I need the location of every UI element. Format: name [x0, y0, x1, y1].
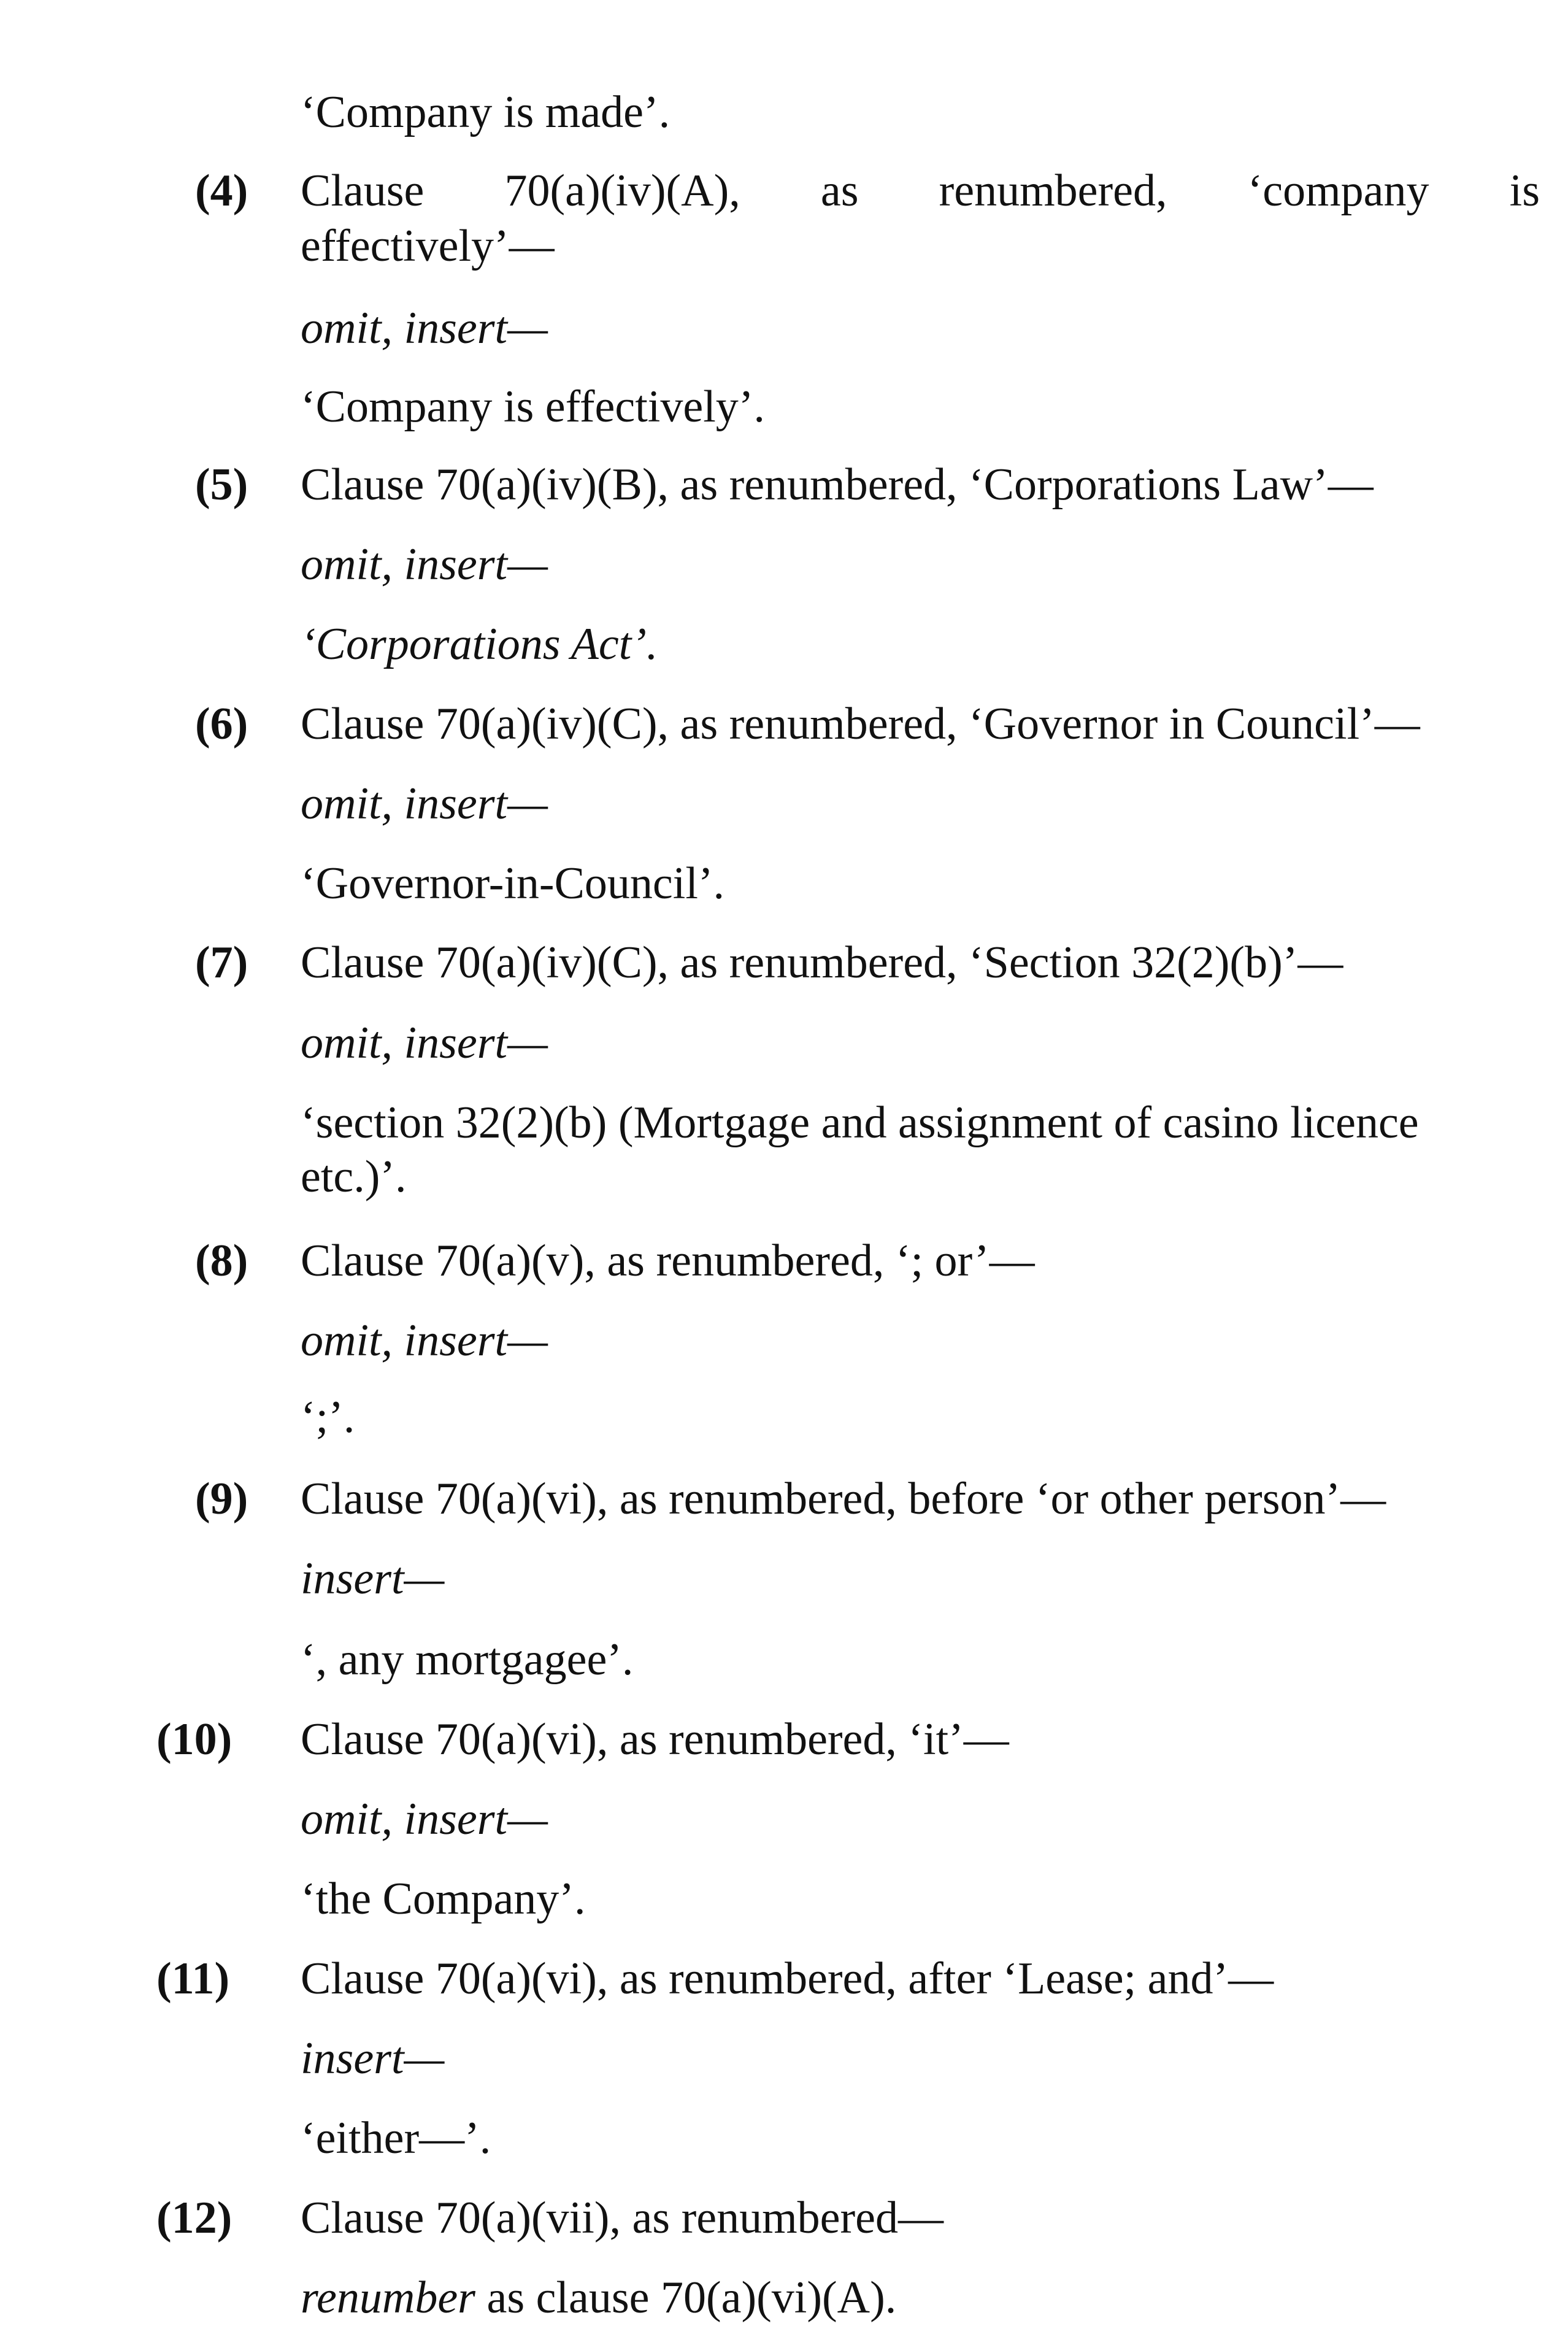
item-number: (6) — [195, 699, 248, 749]
instruction-text: insert— — [301, 2033, 445, 2084]
item-number: (5) — [195, 460, 248, 510]
instruction-text: omit, insert— — [301, 1794, 548, 1844]
inserted-text: ‘;’. — [301, 1392, 355, 1442]
item-text: Clause 70(a)(vi), as renumbered, after ‘Lease; and’— — [301, 1954, 1274, 2004]
item-number: (12) — [156, 2193, 233, 2243]
inserted-text: ‘Corporations Act’. — [301, 619, 658, 669]
item-number: (4) — [195, 166, 248, 216]
inserted-text: ‘, any mortgagee’. — [301, 1635, 634, 1685]
text-line: effectively’— — [301, 221, 555, 271]
instruction-word: renumber — [301, 2273, 475, 2323]
instruction-rest: as clause 70(a)(vi)(A). — [475, 2273, 897, 2323]
instruction-text: insert— — [301, 1554, 445, 1604]
inserted-text: etc.)’. — [301, 1152, 407, 1202]
item-number: (9) — [195, 1474, 248, 1524]
item-text: Clause 70(a)(iv)(C), as renumbered, ‘Governor in Council’— — [301, 699, 1420, 749]
item-text: Clause 70(a)(vii), as renumbered— — [301, 2193, 943, 2243]
item-text: Clause 70(a)(vi), as renumbered, before ‘or other person’— — [301, 1474, 1386, 1524]
item-text: Clause 70(a)(iv)(C), as renumbered, ‘Section 32(2)(b)’— — [301, 938, 1343, 988]
item-number: (8) — [195, 1236, 248, 1286]
item-number: (10) — [156, 1714, 233, 1765]
instruction-text: omit, insert— — [301, 303, 548, 353]
instruction-line — [301, 2270, 896, 2325]
inserted-text: ‘section 32(2)(b) (Mortgage and assignment of casino licence — [301, 1098, 1419, 1148]
item-text: Clause 70(a)(vi), as renumbered, ‘it’— — [301, 1714, 1009, 1765]
inserted-text: ‘Company is effectively’. — [301, 382, 765, 432]
instruction-text: omit, insert— — [301, 1018, 548, 1068]
instruction-text: omit, insert— — [301, 779, 548, 829]
item-number: (7) — [195, 938, 248, 988]
item-text: Clause 70(a)(v), as renumbered, ‘; or’— — [301, 1236, 1035, 1286]
instruction-text: omit, insert— — [301, 1315, 548, 1366]
item-text: Clause 70(a)(iv)(A), as renumbered, ‘company is — [301, 166, 1540, 216]
inserted-text: ‘the Company’. — [301, 1874, 586, 1924]
instruction-text: omit, insert— — [301, 539, 548, 590]
inserted-text: ‘Governor-in-Council’. — [301, 858, 725, 909]
item-number: (11) — [156, 1954, 230, 2004]
item-text: Clause 70(a)(iv)(B), as renumbered, ‘Corporations Law’— — [301, 460, 1374, 510]
inserted-text: ‘either—’. — [301, 2113, 491, 2163]
text-line: ‘Company is made’. — [301, 87, 671, 137]
